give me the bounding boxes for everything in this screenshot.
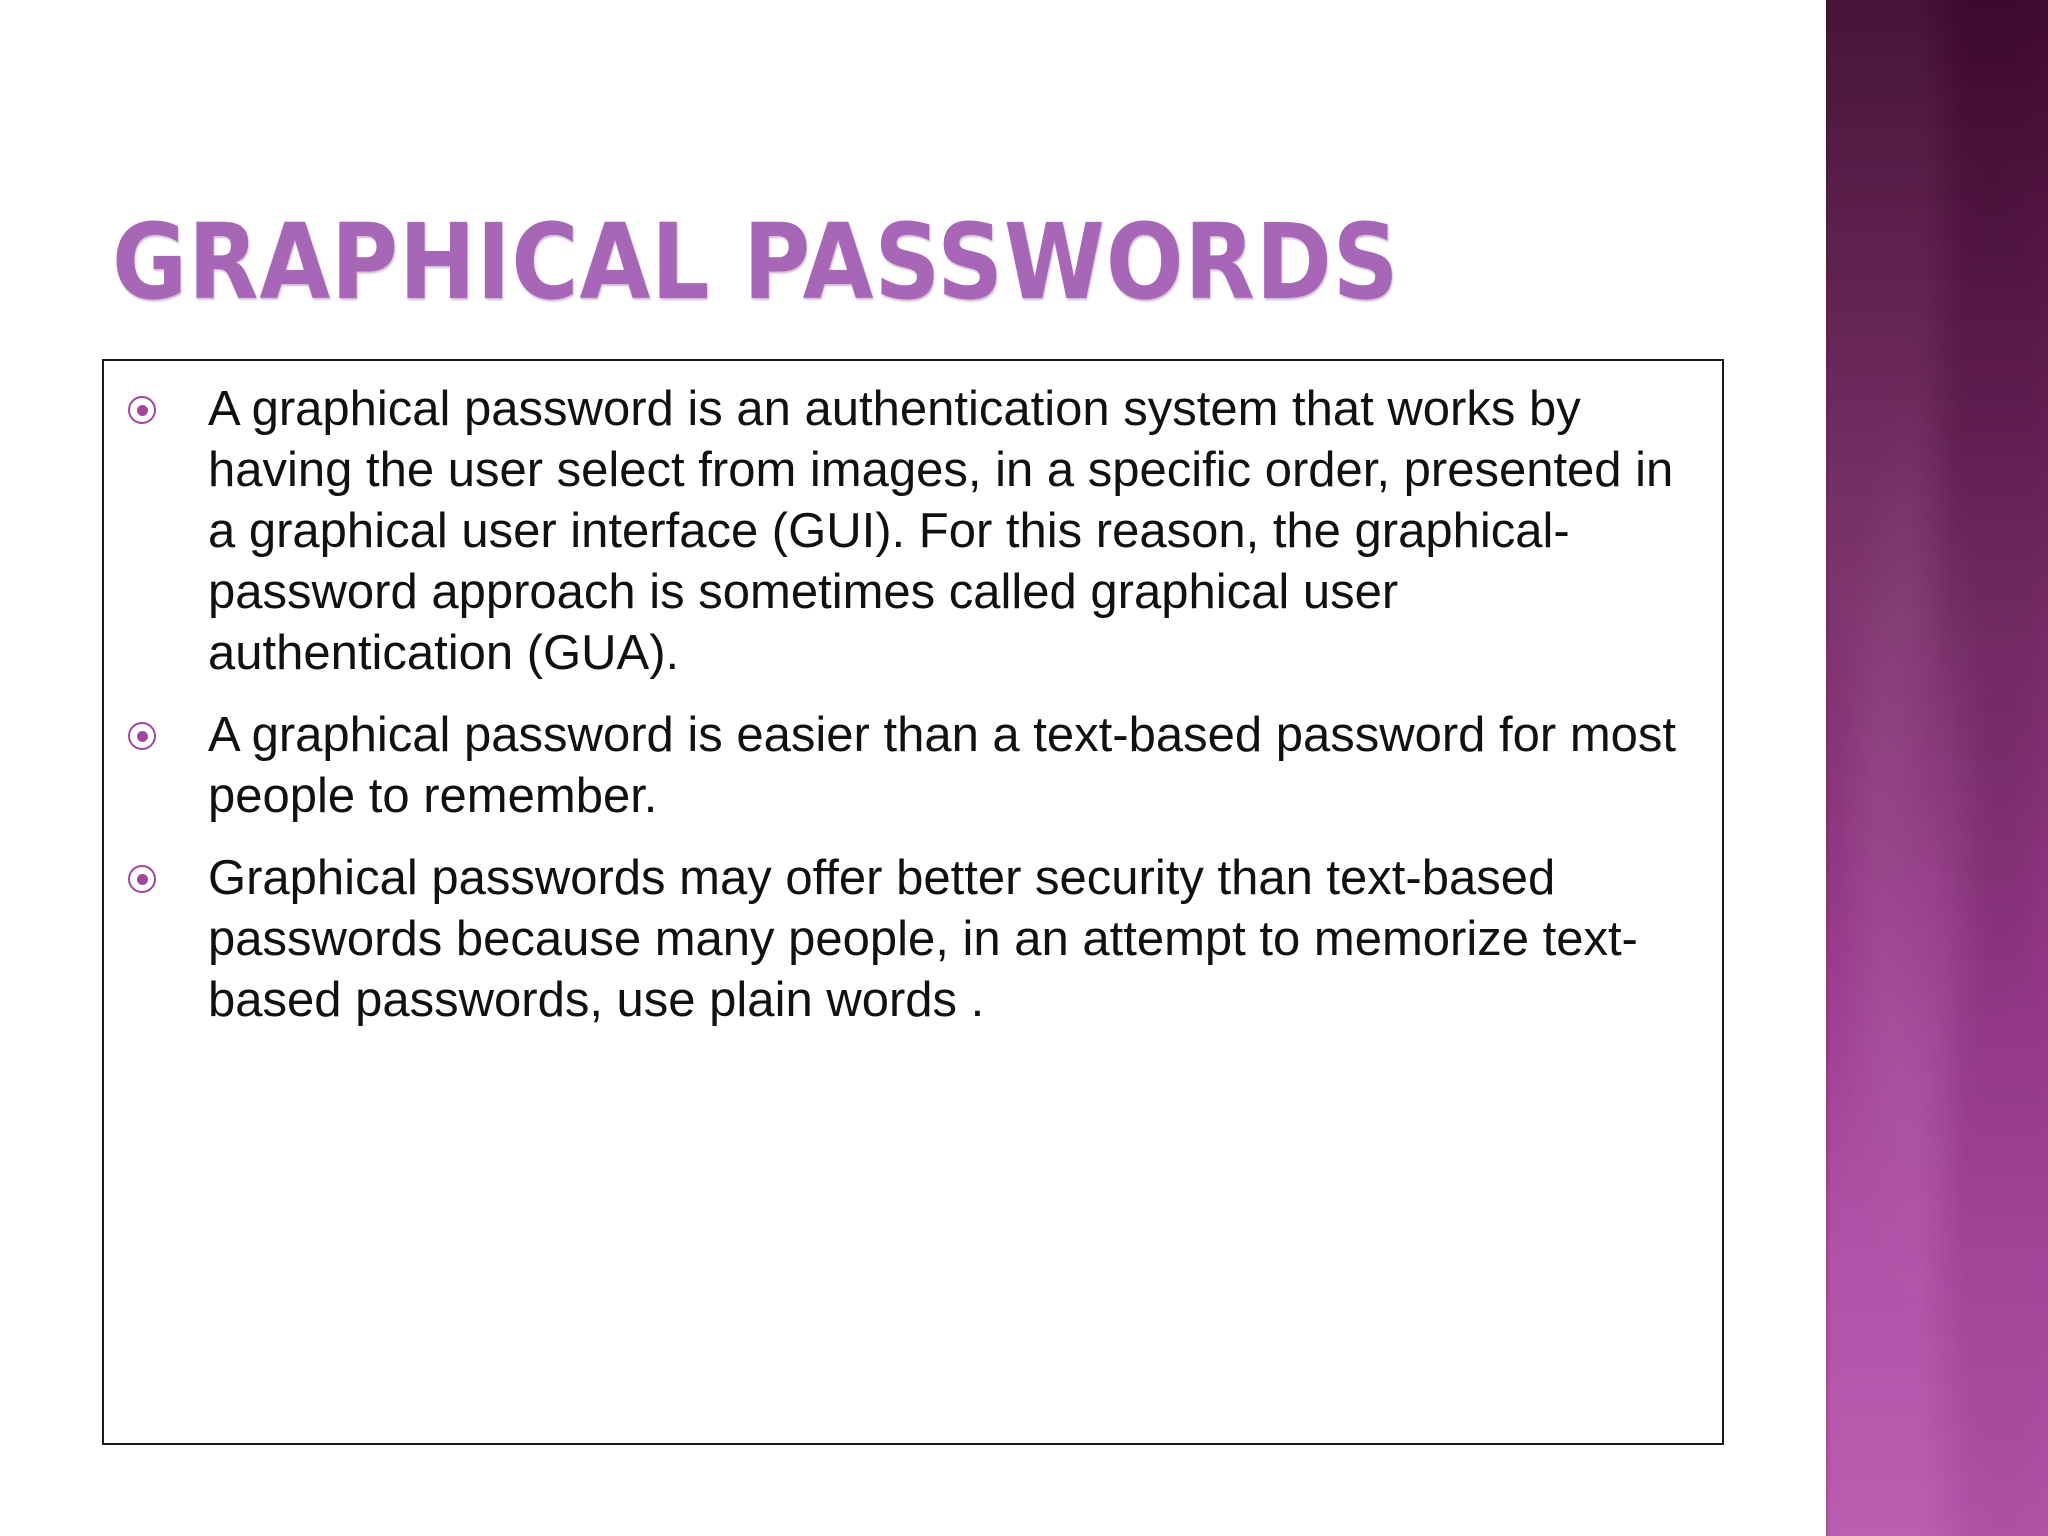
content-box [102,359,1724,1445]
bullet-item-3 [126,848,1684,1031]
bullet-item-1 [126,379,1684,684]
circle-dot-bullet-icon [128,865,156,893]
decorative-side-band [1826,0,2048,1536]
bullet-text-3: Graphical passwords may offer better security than text-based passwords because many people, in an attempt to memorize text-based passwords, use plain words . [208,851,1638,1027]
bullet-text-2: A graphical password is easier than a text-based password for most people to remember. [208,708,1677,823]
bullet-item-2 [126,705,1684,827]
bullet-list [104,361,1722,1031]
circle-dot-bullet-icon [128,722,156,750]
slide-title: GRAPHICAL PASSWORDS [112,201,1400,323]
circle-dot-bullet-icon [128,396,156,424]
bullet-text-1: A graphical password is an authentication system that works by having the user select from images, in a specific order, presented in a graphical user interface (GUI). For this reason, the graphical-password approach is sometimes called graphical user authentication (GUA). [208,382,1674,680]
